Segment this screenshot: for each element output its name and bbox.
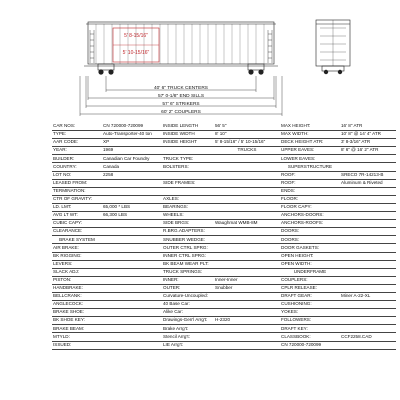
spec-label: LOT NO: [52, 171, 102, 179]
spec-label: COUPLERS: [280, 276, 340, 284]
spec-value [214, 292, 280, 300]
spec-value [102, 220, 162, 228]
spec-label [162, 187, 214, 195]
spec-label: LIE Arrg't: [162, 341, 214, 349]
spec-label: ANGLECOCK: [52, 301, 102, 309]
spec-value: H-2320 [214, 317, 280, 325]
truck-centers-dim: 40' 6" TRUCK CENTERS [154, 86, 208, 91]
spec-label: ANCHORS-ROOFS: [280, 220, 340, 228]
spec-value [340, 252, 396, 260]
spec-label: ANCHORS-DOORS: [280, 212, 340, 220]
spec-label: FLOOR: [280, 195, 340, 203]
spec-row [52, 123, 396, 131]
spec-row [52, 236, 396, 244]
spec-value [340, 163, 396, 171]
inside-height-upper: 5' 8-15/16" [124, 33, 148, 39]
spec-row [52, 252, 396, 260]
spec-table [52, 123, 396, 350]
spec-value [102, 187, 162, 195]
spec-label: CLEARANCE: [52, 228, 102, 236]
spec-value [214, 341, 280, 349]
spec-value: TRUCKS [214, 147, 280, 155]
spec-value: Inner-Inner [214, 276, 280, 284]
spec-label: AAR CODE: [52, 139, 102, 147]
spec-label: UNDERFRAME [280, 268, 340, 276]
spec-label: CAR NOS: [52, 123, 102, 131]
spec-row [52, 187, 396, 195]
spec-value [102, 325, 162, 333]
spec-row [52, 244, 396, 252]
spec-value [340, 325, 396, 333]
spec-value [340, 268, 396, 276]
spec-label: Alike Car: [162, 309, 214, 317]
spec-row [52, 203, 396, 211]
spec-label: ROOF: [280, 179, 340, 187]
spec-label: TERMINATION: [52, 187, 102, 195]
spec-label: AIR BRAKE: [52, 244, 102, 252]
spec-label: DRAFT KEY: [280, 325, 340, 333]
specification-sheet [52, 123, 400, 400]
spec-label: INSIDE HEIGHT [162, 139, 214, 147]
spec-value [340, 220, 396, 228]
spec-value: Canada [102, 163, 162, 171]
end-sills-dim: 57' 0-1/8" END SILLS [157, 94, 205, 99]
spec-value [340, 301, 396, 309]
spec-label: SIDE BRGS: [162, 220, 214, 228]
spec-value: SRECO 7R-14213-B [340, 171, 396, 179]
spec-label: AXLES: [162, 195, 214, 203]
spec-row [52, 139, 396, 147]
spec-value [340, 212, 396, 220]
spec-row [52, 292, 396, 300]
spec-label: MAX HEIGHT: [280, 123, 340, 131]
spec-label: LEASED FROM: [52, 179, 102, 187]
spec-label: WHEELS: [162, 212, 214, 220]
spec-row [52, 284, 396, 292]
spec-label: TYPE: [52, 131, 102, 139]
spec-value: 8' 6" @ 16' 2" ATR [340, 147, 396, 155]
spec-value [214, 203, 280, 211]
spec-label: CLASSBOOK: [280, 333, 340, 341]
spec-label: OUTER: [162, 284, 214, 292]
spec-label: ROOF: [280, 171, 340, 179]
spec-row [52, 276, 396, 284]
spec-value: Canadian Car Foundry [102, 155, 162, 163]
spec-value [102, 309, 162, 317]
strikers-dim: 57' 6" STRIKERS [162, 102, 200, 107]
spec-label: YEAR: [52, 147, 102, 155]
spec-value [214, 309, 280, 317]
spec-label: 40 Base Car: [162, 301, 214, 309]
spec-value [214, 244, 280, 252]
spec-label: INNER CTRL SPRG: [162, 252, 214, 260]
spec-value: 1969 [102, 147, 162, 155]
spec-label: BK SHOE KEY: [52, 317, 102, 325]
spec-value [102, 260, 162, 268]
spec-row [52, 309, 396, 317]
spec-value [340, 309, 396, 317]
spec-value: 3' 8-3/16" ATR [340, 139, 396, 147]
spec-row [52, 260, 396, 268]
spec-value [214, 236, 280, 244]
spec-value [102, 341, 162, 349]
spec-row [52, 155, 396, 163]
spec-label: INSIDE LENGTH [162, 123, 214, 131]
spec-value [214, 228, 280, 236]
spec-value [214, 187, 280, 195]
spec-value [340, 203, 396, 211]
spec-value: 66,300 LBS [102, 212, 162, 220]
spec-value [340, 244, 396, 252]
spec-label: DOOR GASKETS: [280, 244, 340, 252]
spec-value [214, 252, 280, 260]
spec-value: 8' 10" [214, 131, 280, 139]
spec-value [340, 276, 396, 284]
spec-label: BEARINGS: [162, 203, 214, 211]
spec-value [102, 179, 162, 187]
spec-label: OPEN HEIGHT: [280, 252, 340, 260]
spec-value [214, 260, 280, 268]
spec-value: CN 720000-720099 [102, 123, 162, 131]
spec-label: BK RIGGING: [52, 252, 102, 260]
spec-value [214, 195, 280, 203]
spec-row [52, 220, 396, 228]
spec-value: Aluminum & Riveted [340, 179, 396, 187]
spec-value [102, 292, 162, 300]
spec-value [214, 301, 280, 309]
couplers-dim: 60' 2" COUPLERS [161, 110, 201, 115]
spec-value [102, 228, 162, 236]
spec-value [102, 333, 162, 341]
spec-label: MTYLD: [52, 333, 102, 341]
spec-value: 16' 8" ATR [340, 123, 396, 131]
spec-label: OUTER CTRL SPRG: [162, 244, 214, 252]
spec-label: Curvature-Uncoupled: [162, 292, 214, 300]
spec-label: BRAKE SHOE: [52, 309, 102, 317]
spec-label: TRUCK SPRINGS: [162, 268, 214, 276]
spec-label: INNER: [162, 276, 214, 284]
spec-label: YOKES: [280, 309, 340, 317]
inside-height-lower: 5' 10-15/16" [122, 50, 150, 56]
spec-label: LD. LMT: [52, 203, 102, 211]
spec-value [102, 236, 162, 244]
spec-row [52, 341, 396, 349]
spec-row [52, 212, 396, 220]
spec-label: Stencil Arrg't: [162, 333, 214, 341]
spec-value [340, 317, 396, 325]
spec-value [102, 317, 162, 325]
spec-label: OPEN WIDTH: [280, 260, 340, 268]
spec-value: 5' 8-15/16" / 5' 10-15/16" [214, 139, 280, 147]
spec-value [340, 228, 396, 236]
car-elevation-drawing [0, 0, 400, 122]
spec-value [214, 268, 280, 276]
spec-row [52, 163, 396, 171]
spec-label: DECK HEIGHT ATR: [280, 139, 340, 147]
spec-row [52, 171, 396, 179]
spec-value: Snubber [214, 284, 280, 292]
spec-label: CPLR RELEASE: [280, 284, 340, 292]
spec-label: R.BRG.ADAPTERS: [162, 228, 214, 236]
spec-row [52, 179, 396, 187]
spec-value [102, 268, 162, 276]
spec-row [52, 325, 396, 333]
spec-value: 65,000 * LBS [102, 203, 162, 211]
spec-value: Auto-Transporter-40 ton [102, 131, 162, 139]
spec-row [52, 333, 396, 341]
spec-value [340, 284, 396, 292]
spec-value [340, 195, 396, 203]
spec-value [102, 284, 162, 292]
spec-value: Miner A-22-XL [340, 292, 396, 300]
spec-value: XP [102, 139, 162, 147]
spec-label: CUBIC CAPY: [52, 220, 102, 228]
truck-wheels [98, 69, 263, 74]
spec-label: TRUCK TYPE: [162, 155, 214, 163]
spec-row [52, 268, 396, 276]
spec-label: SLACK ADJ: [52, 268, 102, 276]
spec-row [52, 195, 396, 203]
spec-label: LEVERS: [52, 260, 102, 268]
spec-label: MAX WIDTH: [280, 131, 340, 139]
spec-label: BRAKE BEAM: [52, 325, 102, 333]
car-end-view [316, 20, 350, 71]
spec-label: INSIDE WIDTH [162, 131, 214, 139]
spec-label: BK BEAM WEAR PLT: [162, 260, 214, 268]
spec-label: ISSUED: [52, 341, 102, 349]
spec-label: BRAKE SYSTEM [52, 236, 102, 244]
spec-value [214, 333, 280, 341]
spec-label: AVG LT WT: [52, 212, 102, 220]
spec-value: CCF2258.CAD [340, 333, 396, 341]
spec-row [52, 131, 396, 139]
spec-label: HANDBRAKE: [52, 284, 102, 292]
spec-label: ENDS: [280, 187, 340, 195]
spec-label: Brake Arrg't: [162, 325, 214, 333]
spec-label: CTR OF GRAVITY: [52, 195, 102, 203]
spec-row [52, 147, 396, 155]
spec-label: LOWER EAVES: [280, 155, 340, 163]
spec-label: FOLLOWERS: [280, 317, 340, 325]
spec-value [340, 260, 396, 268]
spec-label: CN 720000-720099 [280, 341, 340, 349]
spec-label: BOLSTERS: [162, 163, 214, 171]
spec-row [52, 317, 396, 325]
spec-row [52, 228, 396, 236]
spec-label: SNUBBER WEDGE: [162, 236, 214, 244]
length-dimensions [80, 76, 282, 116]
spec-label: Drawings-Gen'l Arrg't: [162, 317, 214, 325]
spec-label: SUPERSTRUCTURE [280, 163, 340, 171]
spec-value [102, 195, 162, 203]
spec-label: DOORS: [280, 228, 340, 236]
spec-label [162, 147, 214, 155]
spec-value [214, 212, 280, 220]
spec-label: BUILDER: [52, 155, 102, 163]
spec-label: BELLCRANK: [52, 292, 102, 300]
spec-value [340, 341, 396, 349]
spec-value: 2258 [102, 171, 162, 179]
spec-value [102, 252, 162, 260]
spec-label: PISTON: [52, 276, 102, 284]
spec-value [214, 325, 280, 333]
spec-label: SIDE FRAMES: [162, 179, 214, 187]
spec-label: FLOOR CAPY: [280, 203, 340, 211]
spec-value [340, 187, 396, 195]
spec-value [214, 179, 280, 187]
spec-value [340, 236, 396, 244]
spec-value [102, 244, 162, 252]
spec-value: 56' 5" [214, 123, 280, 131]
spec-value [214, 155, 280, 163]
spec-label: UPPER EAVES: [280, 147, 340, 155]
spec-value [214, 171, 280, 179]
spec-value [340, 155, 396, 163]
spec-value: 10' 8" @ 14' 4" ATR [340, 131, 396, 139]
spec-value [102, 276, 162, 284]
spec-value [102, 301, 162, 309]
spec-label: COUNTRY: [52, 163, 102, 171]
spec-label [162, 171, 214, 179]
spec-value: Waughmat WMB-8M [214, 220, 280, 228]
spec-row [52, 301, 396, 309]
spec-label: DOORS: [280, 236, 340, 244]
spec-label: DRAFT GEAR: [280, 292, 340, 300]
spec-value [214, 163, 280, 171]
spec-label: CUSHIONING: [280, 301, 340, 309]
